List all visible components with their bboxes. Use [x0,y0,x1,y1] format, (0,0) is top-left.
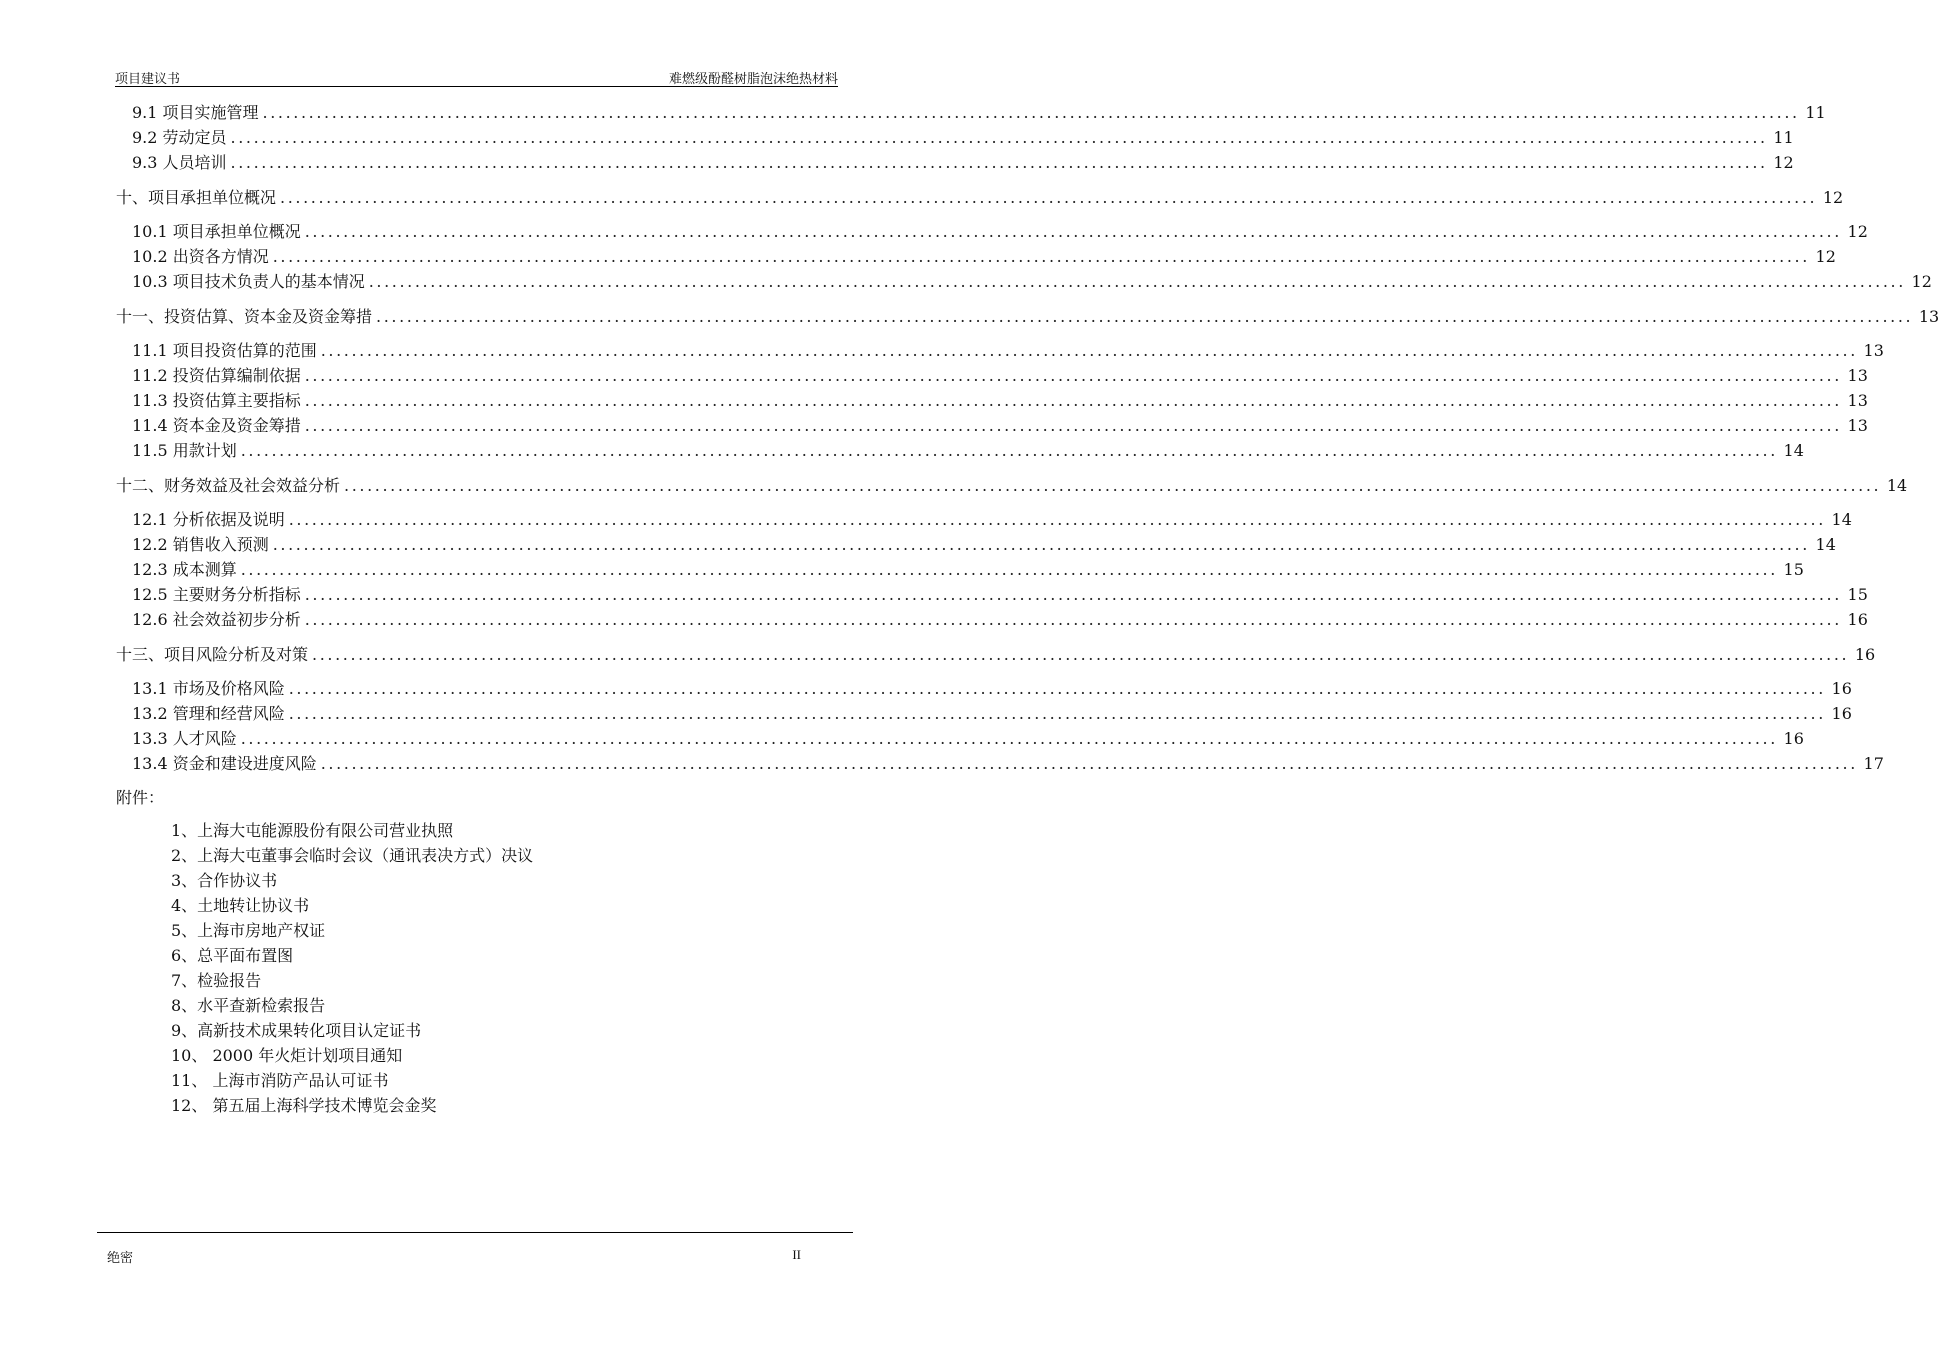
toc-dot-leader: ........................................................................................................................................................................................................ [312,645,1850,664]
toc-entry-page: 13 [1847,366,1868,385]
toc-dot-leader: ........................................................................................................................................................................................................ [304,416,1842,435]
toc-entry-title: 10.2 出资各方情况 [132,247,269,266]
toc-entry-page: 11 [1805,103,1826,122]
toc-entry[interactable] [116,244,1836,269]
toc-entry[interactable] [116,338,1884,363]
toc-entry-title: 12.2 销售收入预测 [132,535,269,554]
toc-dot-leader: ........................................................................................................................................................................................................ [368,272,1906,291]
toc-entry[interactable] [116,185,1844,210]
toc-entry-title: 10.3 项目技术负责人的基本情况 [132,272,365,291]
toc-entry[interactable] [116,388,1868,413]
toc-entry-title: 12.6 社会效益初步分析 [132,610,301,629]
toc-entry[interactable] [116,304,1939,329]
toc-entry-page: 12 [1911,272,1932,291]
toc-entry-page: 14 [1783,441,1804,460]
toc-entry-title: 13.1 市场及价格风险 [132,679,285,698]
toc-entry-title: 十三、项目风险分析及对策 [116,645,309,664]
footer-left: 绝密 [107,1251,134,1266]
toc-entry-page: 16 [1854,645,1876,664]
toc-entry-page: 14 [1886,476,1908,495]
toc-entry-page: 12 [1822,188,1844,207]
attachment-item: 3、合作协议书 [171,871,278,890]
attachment-item: 11、 上海市消防产品认可证书 [171,1071,389,1090]
toc-entry-title: 10.1 项目承担单位概况 [132,222,301,241]
toc-dot-leader: ........................................................................................................................................................................................................ [240,729,1778,748]
attachment-item: 9、高新技术成果转化项目认定证书 [171,1021,422,1040]
toc-entry[interactable] [116,532,1836,557]
toc-entry-page: 12 [1847,222,1868,241]
page-footer [97,1232,853,1273]
toc-entry-title: 13.3 人才风险 [132,729,237,748]
toc-entry[interactable] [116,219,1868,244]
toc-entry[interactable] [116,726,1804,751]
toc-entry[interactable] [116,676,1852,701]
toc-entry-title: 十二、财务效益及社会效益分析 [116,476,341,495]
toc-entry[interactable] [116,507,1852,532]
toc-entry-page: 12 [1815,247,1836,266]
toc-entry-page: 12 [1773,153,1794,172]
toc-entry[interactable] [116,701,1852,726]
toc-entry[interactable] [116,582,1868,607]
toc-dot-leader: ........................................................................................................................................................................................................ [304,391,1842,410]
toc-entry-page: 13 [1918,307,1939,326]
page-header [115,66,838,87]
toc-dot-leader: ........................................................................................................................................................................................................ [376,307,1914,326]
toc-entry-title: 9.1 项目实施管理 [132,103,259,122]
toc-entry-page: 14 [1831,510,1852,529]
toc-entry-title: 十、项目承担单位概况 [116,188,277,207]
header-left: 项目建议书 [115,72,181,87]
toc-entry-page: 13 [1847,391,1868,410]
toc-dot-leader: ........................................................................................................................................................................................................ [288,510,1826,529]
toc-entry[interactable] [116,363,1868,388]
attachment-item: 5、上海市房地产权证 [171,921,326,940]
toc-entry[interactable] [116,473,1908,498]
toc-entry-title: 13.4 资金和建设进度风险 [132,754,317,773]
toc-entry-page: 16 [1831,704,1852,723]
toc-entry-page: 14 [1815,535,1836,554]
toc-dot-leader: ........................................................................................................................................................................................................ [320,341,1858,360]
footer-page-number: II [792,1247,801,1262]
toc-entry-title: 11.2 投资估算编制依据 [132,366,301,385]
toc-entry-title: 11.4 资本金及资金筹措 [132,416,301,435]
toc-dot-leader: ........................................................................................................................................................................................................ [344,476,1882,495]
toc-entry[interactable] [116,150,1794,175]
toc-dot-leader: ........................................................................................................................................................................................................ [240,560,1778,579]
toc-entry-title: 9.2 劳动定员 [132,128,227,147]
toc-dot-leader: ........................................................................................................................................................................................................ [304,585,1842,604]
toc-entry-title: 11.5 用款计划 [132,441,237,460]
toc-entry-page: 13 [1863,341,1884,360]
toc-entry[interactable] [116,100,1826,125]
toc-dot-leader: ........................................................................................................................................................................................................ [320,754,1858,773]
attachment-item: 2、上海大屯董事会临时会议（通讯表决方式）决议 [171,846,534,865]
toc-entry-title: 12.5 主要财务分析指标 [132,585,301,604]
toc-entry-page: 13 [1847,416,1868,435]
attachment-item: 1、上海大屯能源股份有限公司营业执照 [171,821,454,840]
toc-entry-page: 16 [1831,679,1852,698]
toc-dot-leader: ........................................................................................................................................................................................................ [272,535,1810,554]
toc-entry[interactable] [116,413,1868,438]
attachments-title: 附件： [116,788,165,807]
toc-entry-page: 15 [1847,585,1868,604]
toc-entry-page: 11 [1773,128,1794,147]
toc-entry[interactable] [116,269,1932,294]
toc-dot-leader: ........................................................................................................................................................................................................ [304,222,1842,241]
attachments-list [171,818,533,1118]
table-of-contents [116,100,1939,776]
attachment-item: 7、检验报告 [171,971,262,990]
toc-dot-leader: ........................................................................................................................................................................................................ [230,153,1768,172]
toc-entry[interactable] [116,557,1804,582]
toc-entry-title: 13.2 管理和经营风险 [132,704,285,723]
toc-dot-leader: ........................................................................................................................................................................................................ [304,610,1842,629]
toc-entry-title: 12.3 成本测算 [132,560,237,579]
toc-dot-leader: ........................................................................................................................................................................................................ [272,247,1810,266]
toc-dot-leader: ........................................................................................................................................................................................................ [230,128,1768,147]
attachment-item: 12、 第五届上海科学技术博览会金奖 [171,1096,437,1115]
toc-dot-leader: ........................................................................................................................................................................................................ [288,679,1826,698]
toc-entry-title: 十一、投资估算、资本金及资金筹措 [116,307,373,326]
toc-entry[interactable] [116,438,1804,463]
toc-entry[interactable] [116,607,1868,632]
toc-entry-title: 11.3 投资估算主要指标 [132,391,301,410]
attachment-item: 10、 2000 年火炬计划项目通知 [171,1046,403,1065]
toc-entry-page: 16 [1847,610,1868,629]
toc-entry-title: 11.1 项目投资估算的范围 [132,341,317,360]
toc-dot-leader: ........................................................................................................................................................................................................ [304,366,1842,385]
toc-entry-page: 16 [1783,729,1804,748]
toc-entry-title: 9.3 人员培训 [132,153,227,172]
toc-entry[interactable] [116,642,1876,667]
toc-dot-leader: ........................................................................................................................................................................................................ [262,103,1800,122]
header-right: 难燃级酚醛树脂泡沫绝热材料 [668,72,838,87]
attachment-item: 4、土地转让协议书 [171,896,310,915]
toc-entry-title: 12.1 分析依据及说明 [132,510,285,529]
toc-dot-leader: ........................................................................................................................................................................................................ [288,704,1826,723]
toc-dot-leader: ........................................................................................................................................................................................................ [240,441,1778,460]
attachment-item: 8、水平查新检索报告 [171,996,326,1015]
attachment-item: 6、总平面布置图 [171,946,294,965]
toc-entry[interactable] [116,751,1884,776]
toc-entry[interactable] [116,125,1794,150]
toc-entry-page: 15 [1783,560,1804,579]
toc-entry-page: 17 [1863,754,1884,773]
toc-dot-leader: ........................................................................................................................................................................................................ [280,188,1818,207]
